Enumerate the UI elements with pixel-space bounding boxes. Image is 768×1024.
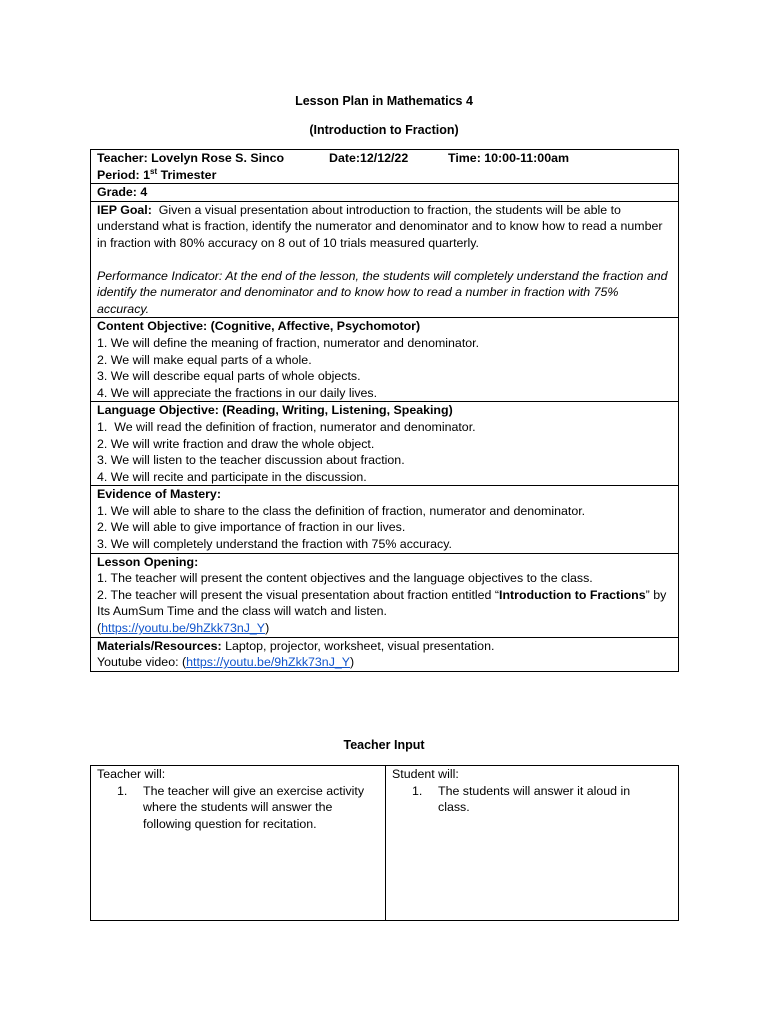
list-item [117,783,379,833]
teacher-input-table [90,765,679,921]
teacher-will-cell [91,766,386,921]
performance-indicator: Performance Indicator: At the end of the lesson, the students will completely understand the fraction and identify the numerator and denominator and to know how to read a number in fraction with 75% accuracy. [97,268,668,316]
materials-line [97,638,672,655]
list-item [412,783,672,816]
list-item: 2. We will write fraction and draw the whole object. [97,436,375,451]
list-item: 4. We will recite and participate in the discussion. [97,469,367,484]
list-item: 3. We will describe equal parts of whole objects. [97,369,361,384]
student-will-label: Student will: [392,767,459,781]
lesson-plan-table [90,149,679,672]
list-item: 4. We will appreciate the fractions in our daily lives. [97,385,378,400]
content-objective-label: Content Objective: (Cognitive, Affective, Psychomotor) [97,319,421,334]
opening-text: 2. The teacher will present the visual presentation about fraction entitled “ [97,587,500,602]
content-objective-cell [91,318,679,402]
teacher-input-row [91,766,679,921]
paren-open: ( [97,621,102,636]
list-item: 1. The teacher will present the content objectives and the language objectives to the class. [97,571,593,586]
header-row [91,150,679,184]
youtube-prefix: Youtube video: ( [97,655,187,670]
materials-label: Materials/Resources: [97,638,222,653]
student-will-cell [386,766,679,921]
opening-text-end: ” by Its AumSum Time and the class will watch and listen. [97,587,667,619]
grade-cell: Grade: 4 [91,184,679,202]
list-item: 2. We will able to give importance of fraction in our lives. [97,520,406,535]
lesson-date: Date:12/12/22 [329,151,409,165]
iep-label: IEP Goal: [97,202,152,217]
period-suffix: Trimester [157,167,217,182]
evidence-cell [91,486,679,553]
evidence-row [91,486,679,553]
video-link-line [97,620,672,637]
list-item: 1. We will read the definition of fraction, numerator and denominator. [97,419,476,434]
period-prefix: Period: 1 [97,167,151,182]
lesson-opening-label: Lesson Opening: [97,554,199,569]
list-item: 1. We will able to share to the class the definition of fraction, numerator and denominator. [97,503,586,518]
grade-row [91,184,679,202]
document-subtitle: (Introduction to Fraction) [309,123,459,137]
language-objective-cell [91,402,679,486]
iep-text: Given a visual presentation about introduction to fraction, the students will be able to understand what is fraction, identify the numerator and denominator and to know how to read a number in fraction with 80% accuracy on 8 out of 10 trials measured quarterly. [97,202,666,250]
teacher-will-label: Teacher will: [97,767,166,781]
item-text: The teacher will give an exercise activity where the students will answer the following question for recitation. [143,783,365,831]
content-objective-row [91,318,679,402]
iep-row [91,201,679,318]
list-item [97,587,672,620]
item-number: 1. [117,783,128,798]
youtube-link[interactable]: https://youtu.be/9hZkk73nJ_Y [186,655,351,670]
paren-close: ) [265,621,270,636]
iep-cell [91,201,679,318]
evidence-label: Evidence of Mastery: [97,487,221,502]
iep-goal [97,202,672,252]
lesson-opening-cell [91,553,679,637]
list-item: 1. We will define the meaning of fraction, numerator and denominator. [97,335,480,350]
list-item: 3. We will listen to the teacher discussion about fraction. [97,453,405,468]
youtube-suffix: ) [350,655,355,670]
spacer [97,252,672,268]
language-objective-row [91,402,679,486]
lesson-time: Time: 10:00-11:00am [448,151,569,165]
video-title: Introduction to Fractions [499,587,646,602]
list-item: 3. We will completely understand the fraction with 75% accuracy. [97,537,452,552]
header-line [97,150,672,167]
period-line [97,167,672,184]
document-title: Lesson Plan in Mathematics 4 [295,94,473,108]
materials-text: Laptop, projector, worksheet, visual presentation. [221,638,495,653]
language-objective-label: Language Objective: (Reading, Writing, Listening, Speaking) [97,403,453,418]
youtube-line [97,654,672,671]
teacher-input-title: Teacher Input [343,738,425,752]
period-superscript: st [150,166,158,176]
teacher-name: Teacher: Lovelyn Rose S. Sinco [97,151,285,165]
video-link[interactable]: https://youtu.be/9hZkk73nJ_Y [101,621,266,636]
list-item: 2. We will make equal parts of a whole. [97,352,312,367]
item-number: 1. [412,783,423,798]
item-text: The students will answer it aloud in class. [438,783,631,815]
lesson-opening-row [91,553,679,637]
materials-cell [91,637,679,671]
materials-row [91,637,679,671]
header-cell [91,150,679,184]
